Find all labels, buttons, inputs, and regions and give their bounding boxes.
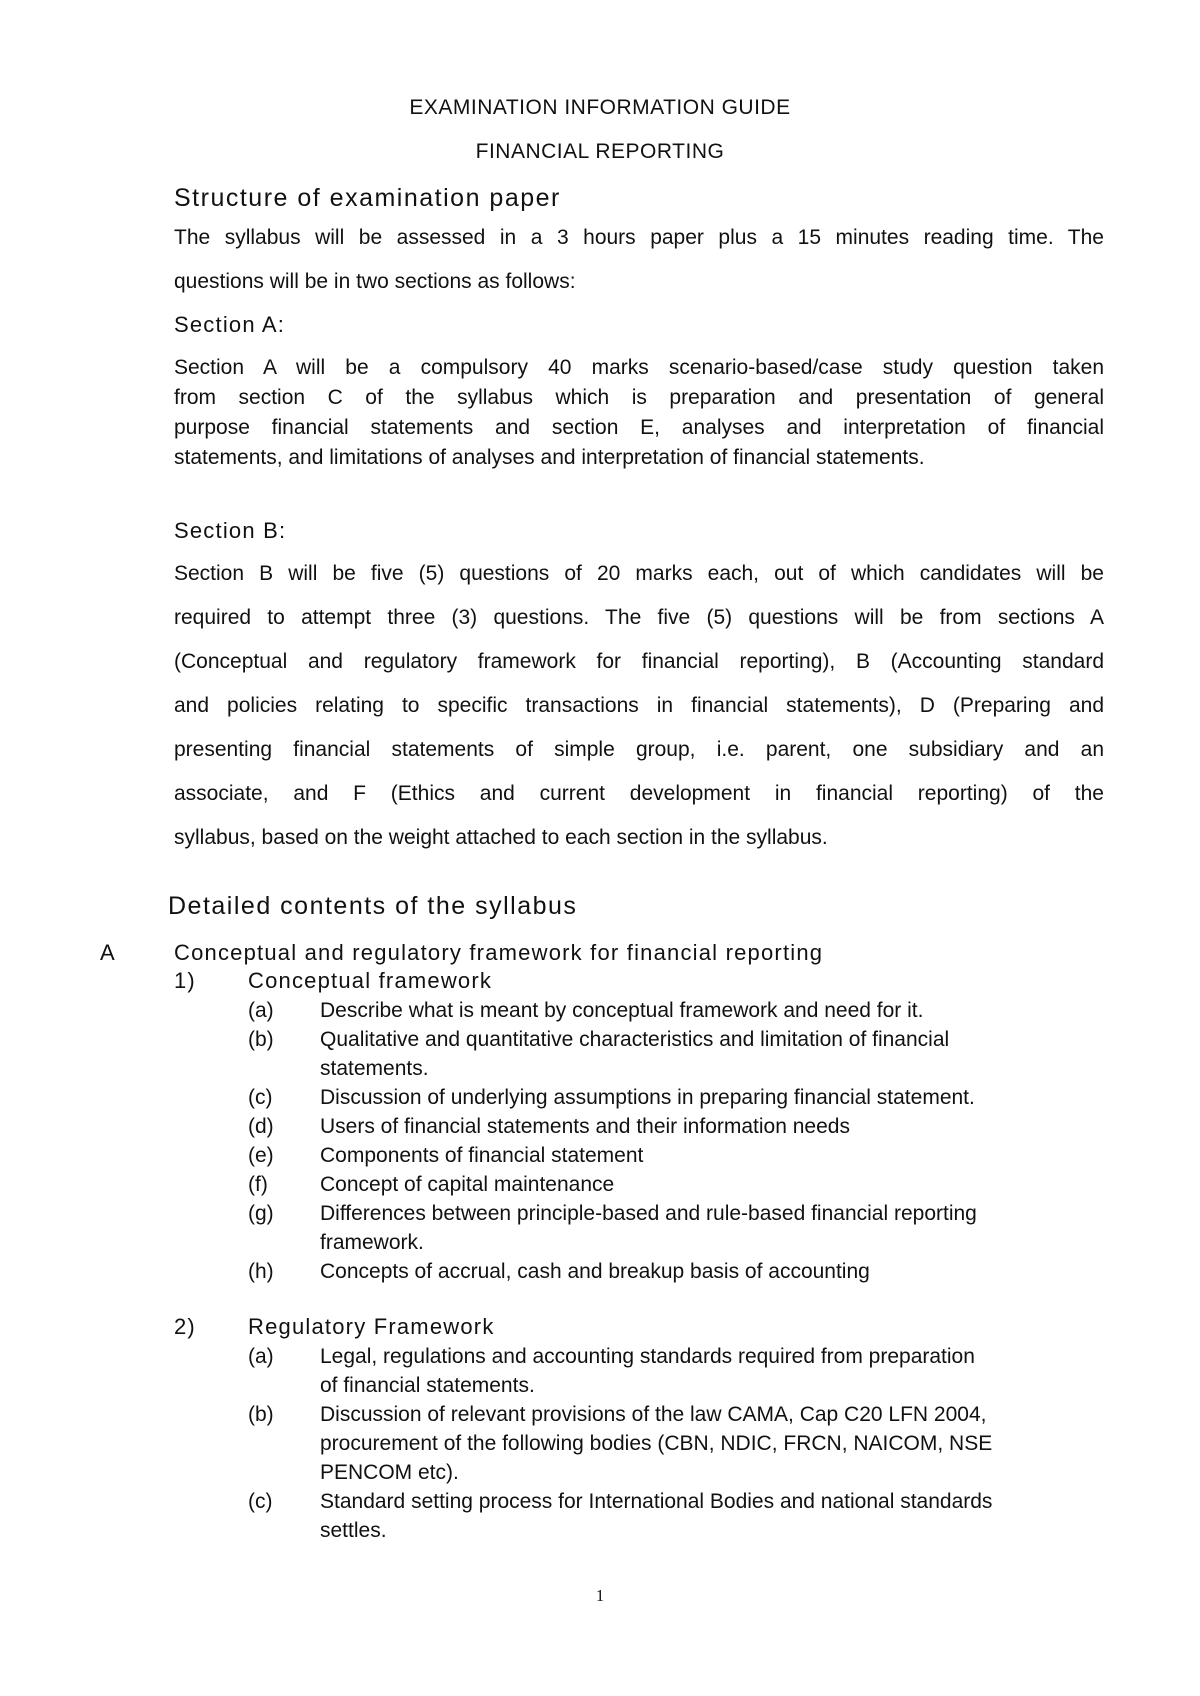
item-text: statements. [320, 1057, 429, 1080]
item-label: (g) [248, 1202, 274, 1225]
document-subtitle: FINANCIAL REPORTING [475, 140, 725, 163]
item-text: Differences between principle-based and rule-based financial reporting [320, 1202, 977, 1225]
section-a-line: statements, and limitations of analyses and interpretation of financial statements. [174, 446, 925, 469]
subsection-number: 1) [174, 968, 196, 993]
item-label: (a) [248, 1345, 274, 1368]
section-b-line: (Conceptual and regulatory framework for financial reporting), B (Accounting standard [174, 650, 1104, 673]
subsection-title: Regulatory Framework [248, 1314, 495, 1339]
item-label: (d) [248, 1115, 274, 1138]
section-b-line: Section B will be five (5) questions of 20 marks each, out of which candidates will be [174, 562, 1104, 585]
item-label: (b) [248, 1028, 274, 1051]
section-b-line: syllabus, based on the weight attached to each section in the syllabus. [174, 826, 828, 849]
page-number: 1 [595, 1586, 605, 1605]
item-text: Describe what is meant by conceptual framework and need for it. [320, 999, 924, 1022]
item-text: Discussion of underlying assumptions in preparing financial statement. [320, 1086, 975, 1109]
item-label: (c) [248, 1086, 273, 1109]
item-text: PENCOM etc). [320, 1461, 459, 1484]
section-a-line: purpose financial statements and section E, analyses and interpretation of financial [174, 416, 1104, 439]
section-b-line: and policies relating to specific transactions in financial statements), D (Preparing and [174, 694, 1104, 717]
item-text: Concepts of accrual, cash and breakup basis of accounting [320, 1260, 870, 1283]
subsection-number: 2) [174, 1314, 196, 1339]
item-label: (a) [248, 999, 274, 1022]
item-text: settles. [320, 1519, 387, 1542]
document-title: EXAMINATION INFORMATION GUIDE [409, 96, 791, 119]
item-text: Discussion of relevant provisions of the law CAMA, Cap C20 LFN 2004, [320, 1403, 987, 1426]
item-label: (h) [248, 1260, 274, 1283]
intro-line: The syllabus will be assessed in a 3 hours paper plus a 15 minutes reading time. The [174, 226, 1104, 249]
section-b-label: Section B: [174, 518, 287, 543]
subsection-title: Conceptual framework [248, 968, 493, 993]
section-letter: A [100, 940, 116, 965]
section-b-line: presenting financial statements of simple group, i.e. parent, one subsidiary and an [174, 738, 1104, 761]
item-text: framework. [320, 1231, 424, 1254]
item-label: (b) [248, 1403, 274, 1426]
item-text: Qualitative and quantitative characteristics and limitation of financial [320, 1028, 950, 1051]
section-a-line: Section A will be a compulsory 40 marks scenario-based/case study question taken [174, 356, 1104, 379]
section-title: Conceptual and regulatory framework for financial reporting [174, 940, 824, 965]
section-b-line: required to attempt three (3) questions. The five (5) questions will be from sections A [174, 606, 1104, 629]
item-text: Legal, regulations and accounting standards required from preparation [320, 1345, 975, 1368]
item-label: (e) [248, 1144, 274, 1167]
section-b-line: associate, and F (Ethics and current development in financial reporting) of the [174, 782, 1104, 805]
section-a-label: Section A: [174, 312, 286, 337]
item-text: Standard setting process for International Bodies and national standards [320, 1490, 993, 1513]
item-text: procurement of the following bodies (CBN, NDIC, FRCN, NAICOM, NSE [320, 1432, 993, 1455]
item-text: Components of financial statement [320, 1144, 644, 1167]
contents-heading: Detailed contents of the syllabus [168, 892, 578, 920]
item-text: Users of financial statements and their information needs [320, 1115, 850, 1138]
item-label: (f) [248, 1173, 268, 1196]
item-label: (c) [248, 1490, 273, 1513]
item-text: Concept of capital maintenance [320, 1173, 615, 1196]
item-text: of financial statements. [320, 1374, 535, 1397]
intro-line: questions will be in two sections as follows: [174, 270, 576, 293]
section-a-line: from section C of the syllabus which is preparation and presentation of general [174, 386, 1104, 409]
structure-heading: Structure of examination paper [174, 184, 561, 212]
